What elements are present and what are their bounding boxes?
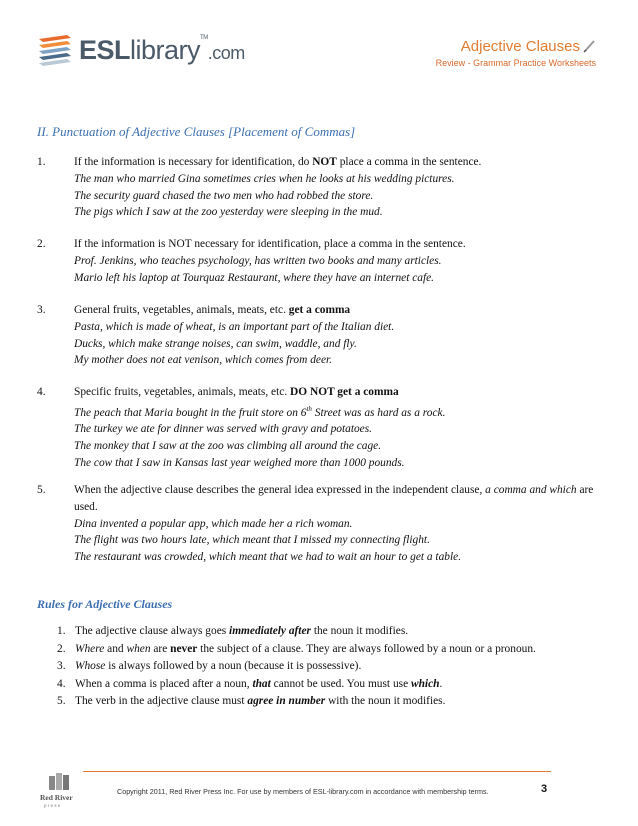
footer-divider	[83, 771, 551, 772]
example-sentence: Ducks, which make strange noises, can swim, waddle, and fly.	[74, 337, 357, 350]
copyright-text: Copyright 2011, Red River Press Inc. For use by members of ESL-library.com in accordance with membership terms.	[117, 787, 489, 796]
pencil-icon	[582, 39, 596, 53]
example-sentence: The security guard chased the two men who had robbed the store.	[74, 189, 374, 202]
rules-list	[47, 623, 617, 711]
example-sentence: Pasta, which is made of wheat, is an important part of the Italian diet.	[74, 320, 395, 333]
list-item: 4. Specific fruits, vegetables, animals, meats, etc. DO NOT get a comma The peach that Maria bought in the fruit store on 6th Street was as hard as a rock. The turkey we ate for dinner was served with gravy and potatoes. The monkey that I saw at the zoo was climbing all around the cage. The cow that I saw in Kansas last year weighed more than 1000 pounds.	[37, 384, 607, 472]
example-sentence: The pigs which I saw at the zoo yesterday were sleeping in the mud.	[74, 206, 383, 219]
rule-statement: General fruits, vegetables, animals, meats, etc. get a comma	[74, 304, 351, 316]
example-sentence: The restaurant was crowded, which meant that we had to wait an hour to get a table.	[74, 551, 462, 564]
books-icon	[47, 770, 73, 792]
rule-statement: When the adjective clause describes the general idea expressed in the independent clause, a comma and which are used.	[74, 484, 594, 513]
list-item: 5. When the adjective clause describes the general idea expressed in the independent clause, a comma and which are used. Dina invented a popular app, which made her a rich woman. The flight was two hours late, which meant that I missed my connecting flight. The restaurant was crowded, which meant that we had to wait an hour to get a table.	[37, 482, 607, 566]
example-sentence: The man who married Gina sometimes cries when he looks at his wedding pictures.	[74, 172, 455, 185]
rules-title: Rules for Adjective Clauses	[37, 597, 173, 611]
example-sentence: The peach that Maria bought in the fruit store on 6th Street was as hard as a rock.	[74, 404, 446, 419]
list-item: 3. Whose is always followed by a noun (because it is possessive).	[57, 660, 362, 672]
esl-library-logo	[37, 34, 267, 74]
list-item: 2. If the information is NOT necessary for identification, place a comma in the sentence. Prof. Jenkins, who teaches psychology, has written two books and many articles. Mario left his laptop at Tourquaz Restaurant, where they have an internet cafe.	[37, 236, 607, 286]
rule-statement: If the information is NOT necessary for identification, place a comma in the sentence.	[74, 238, 466, 250]
list-item: 3. General fruits, vegetables, animals, meats, etc. get a comma Pasta, which is made of wheat, is an important part of the Italian diet. Ducks, which make strange noises, can swim, waddle, and fly. My mother does not eat venison, which comes from deer.	[37, 302, 607, 369]
list-item: 2. Where and when are never the subject of a clause. They are always followed by a noun or a pronoun.	[57, 642, 536, 655]
list-item: 1. If the information is necessary for identification, do NOT place a comma in the sentence. The man who married Gina sometimes cries when he looks at his wedding pictures. The security guard chased the two men who had robbed the store. The pigs which I saw at the zoo yesterday were sleeping in the mud.	[37, 154, 607, 221]
list-item: 1. The adjective clause always goes immediately after the noun it modifies.	[57, 625, 409, 637]
example-sentence: The flight was two hours late, which meant that I missed my connecting flight.	[74, 534, 430, 547]
rule-statement: Specific fruits, vegetables, animals, meats, etc. DO NOT get a comma	[74, 386, 399, 398]
example-sentence: The turkey we ate for dinner was served with gravy and potatoes.	[74, 423, 373, 436]
list-item: 5. The verb in the adjective clause must agree in number with the noun it modifies.	[57, 695, 446, 707]
example-sentence: Mario left his laptop at Tourquaz Restaurant, where they have an internet cafe.	[74, 271, 435, 284]
example-sentence: The cow that I saw in Kansas last year weighed more than 1000 pounds.	[74, 456, 405, 469]
worksheet-subtitle: Review - Grammar Practice Worksheets	[435, 58, 596, 68]
example-sentence: Prof. Jenkins, who teaches psychology, has written two books and many articles.	[74, 254, 442, 267]
page-number: 3	[541, 783, 548, 795]
example-sentence: My mother does not eat venison, which comes from deer.	[74, 354, 333, 367]
worksheet-header	[436, 38, 596, 68]
stacked-books-icon	[37, 34, 73, 68]
example-sentence: The monkey that I saw at the zoo was climbing all around the cage.	[74, 440, 382, 453]
rule-statement: If the information is necessary for identification, do NOT place a comma in the sentence.	[74, 156, 482, 168]
list-item: 4. When a comma is placed after a noun, that cannot be used. You must use which.	[57, 677, 443, 690]
logo-wordmark: ESLlibrary™.com	[79, 35, 245, 65]
red-river-press-logo: Red River p r e s s	[40, 770, 80, 818]
section-title: II. Punctuation of Adjective Clauses [Placement of Commas]	[37, 124, 356, 139]
worksheet-title: Adjective Clauses	[436, 38, 596, 55]
example-sentence: Dina invented a popular app, which made her a rich woman.	[74, 517, 353, 530]
